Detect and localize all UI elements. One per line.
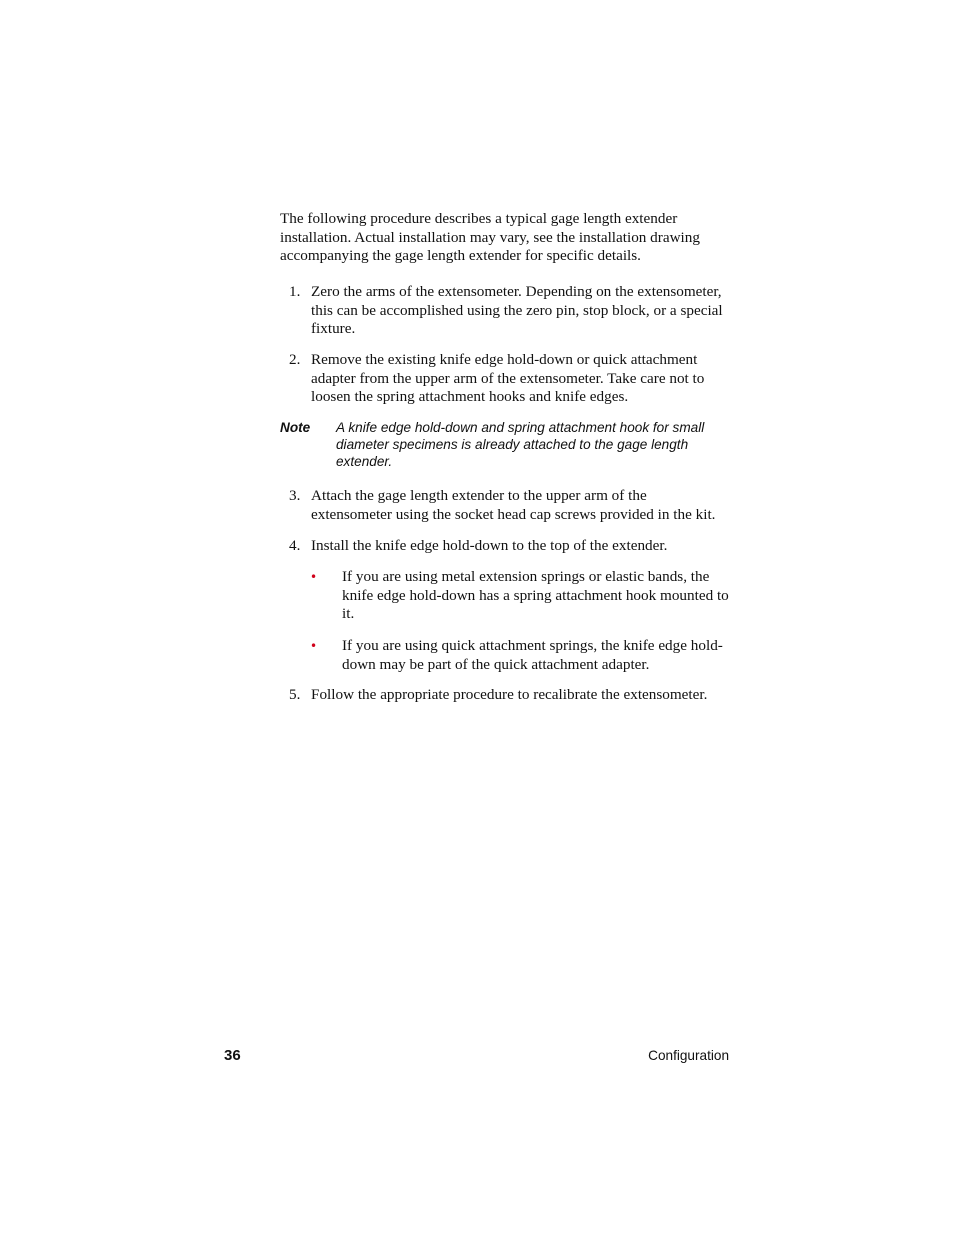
bullet-text: If you are using quick attachment springs, the knife edge hold-down may be part of the quick attachment adapter. (342, 637, 723, 673)
bullet-icon: • (310, 570, 318, 584)
intro-paragraph: The following procedure describes a typical gage length extender installation. Actual installation may vary, see the installation drawing accompanying the gage length extender for specific details. (280, 210, 700, 265)
step-text: Follow the appropriate procedure to recalibrate the extensometer. (311, 686, 708, 703)
step-number: 5. (289, 686, 301, 703)
section-title: Configuration (648, 1048, 729, 1063)
step-number: 3. (289, 487, 301, 504)
page-number: 36 (224, 1047, 241, 1064)
step-text: Remove the existing knife edge hold-down or quick attachment adapter from the upper arm of the extensometer. Take care not to loosen the spring attachment hooks and knife edges. (311, 351, 705, 406)
bullet-icon: • (310, 639, 318, 653)
note-text: A knife edge hold-down and spring attachment hook for small diameter specimens is already attached to the gage length extender. (336, 420, 705, 469)
step-number: 2. (289, 351, 301, 368)
step-text: Attach the gage length extender to the upper arm of the extensometer using the socket head cap screws provided in the kit. (311, 487, 716, 523)
step-text: Zero the arms of the extensometer. Depending on the extensometer, this can be accomplished using the zero pin, stop block, or a special fixture. (311, 283, 723, 338)
step-number: 4. (289, 537, 301, 554)
bullet-text: If you are using metal extension springs or elastic bands, the knife edge hold-down has a spring attachment hook mounted to it. (342, 568, 729, 623)
step-number: 1. (289, 283, 301, 300)
note-label: Note (280, 420, 311, 435)
step-text: Install the knife edge hold-down to the top of the extender. (311, 537, 668, 554)
